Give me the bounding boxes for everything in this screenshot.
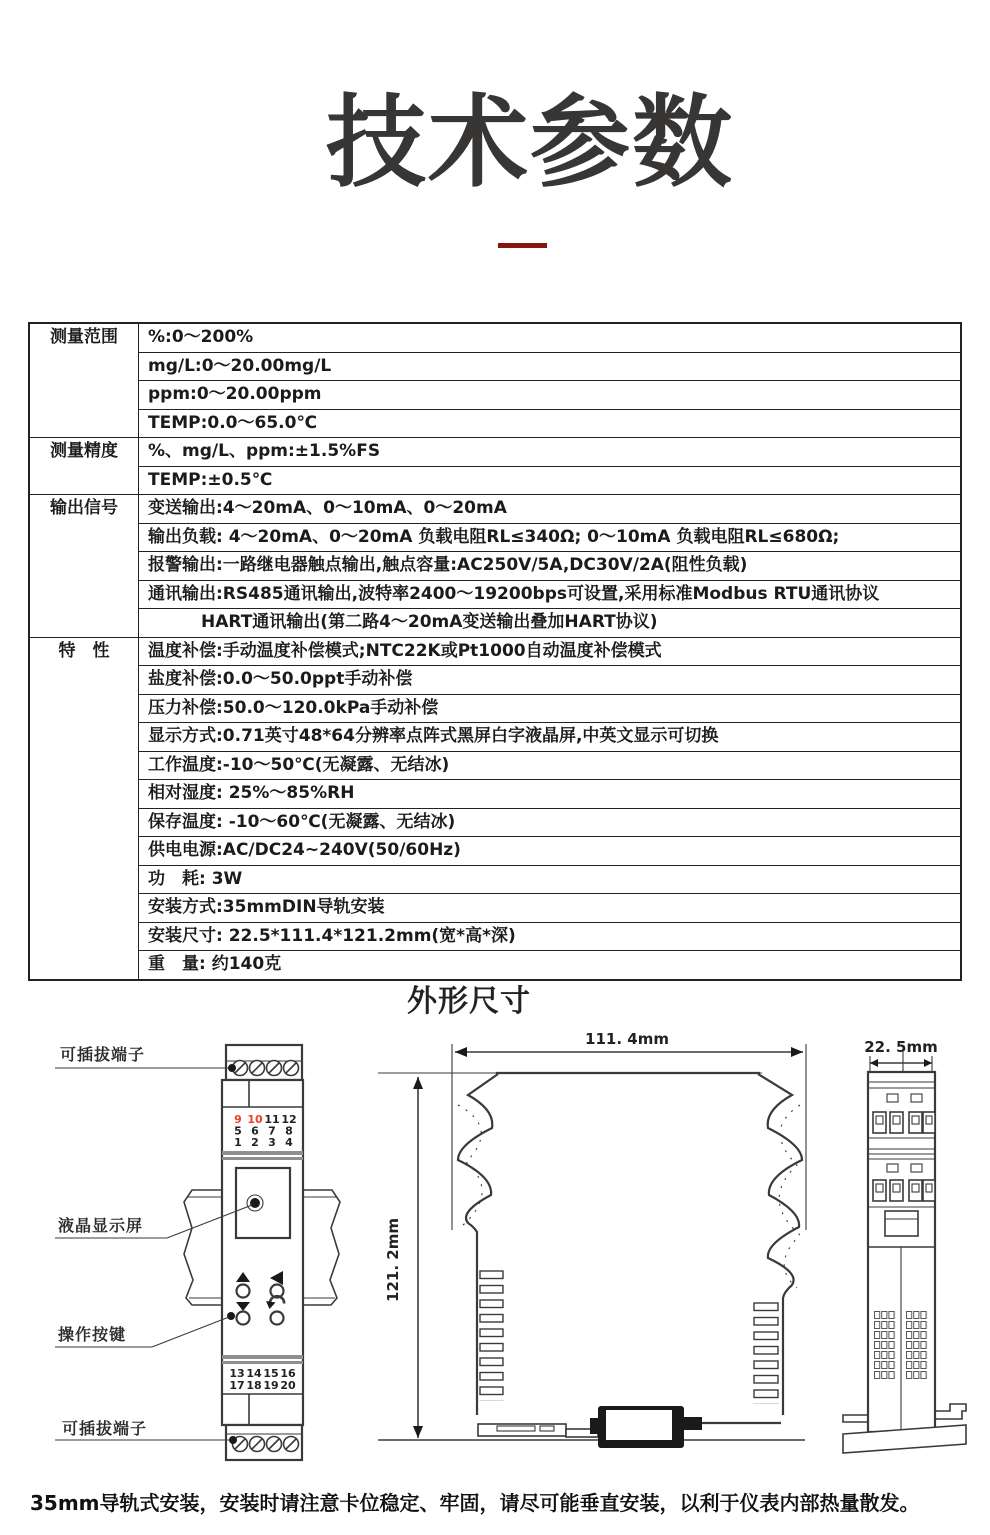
top-terminal-block [226,1045,302,1080]
dim-height-label: 121. 2mm [384,1218,402,1302]
table-row [29,723,961,752]
group-label-features: 特 性 [29,637,139,980]
spec-cell: 通讯输出:RS485通讯输出,波特率2400～19200bps可设置,采用标准Modbus RTU通讯协议 [139,580,962,609]
label-bottom-terminal: 可插拔端子 [62,1419,148,1438]
terminal-number: 1 [234,1136,242,1149]
spec-cell: TEMP:±0.5℃ [139,466,962,495]
dimensions-section-title: 外形尺寸 [407,984,531,1019]
table-row [29,780,961,809]
terminal-number: 18 [246,1379,262,1392]
terminal-numbers-bottom [229,1367,296,1392]
terminal-number: 16 [280,1367,296,1380]
spec-cell: 显示方式:0.71英寸48*64分辨率点阵式黑屏白字液晶屏,中英文显示可切换 [139,723,962,752]
table-row [29,808,961,837]
lcd-screen [236,1168,290,1238]
table-row [29,837,961,866]
mounting-foot [478,1424,598,1437]
terminal-number: 9 [234,1113,242,1126]
spec-cell: mg/L:0～20.00mg/L [139,352,962,381]
table-row [29,409,961,438]
terminal-number: 7 [268,1124,276,1138]
terminal-number: 8 [285,1124,293,1138]
spec-cell: 重 量: 约140克 [139,951,962,980]
table-row [29,666,961,695]
dim-depth-label: 22. 5mm [864,1038,938,1056]
terminal-number: 10 [247,1113,263,1126]
terminal-number: 15 [263,1367,279,1380]
table-row [29,323,961,352]
terminal-number: 4 [285,1136,293,1149]
table-row [29,922,961,951]
spec-cell: TEMP:0.0～65.0℃ [139,409,962,438]
spec-cell: 变送输出:4～20mA、0～10mA、0～20mA [139,495,962,524]
terminal-number: 3 [268,1136,276,1149]
table-row [29,637,961,666]
table-row [29,352,961,381]
spec-cell: 功 耗: 3W [139,865,962,894]
table-row [29,381,961,410]
spec-cell: %:0～200% [139,323,962,352]
spec-cell: 输出负载: 4～20mA、0～20mA 负载电阻RL≤340Ω; 0～10mA 负载电阻RL≤680Ω; [139,523,962,552]
terminal-number: 12 [281,1113,297,1126]
table-row [29,466,961,495]
group-label-measure-range: 测量范围 [29,323,139,438]
spec-cell: 盐度补偿:0.0～50.0ppt手动补偿 [139,666,962,695]
table-row [29,694,961,723]
label-lcd: 液晶显示屏 [58,1216,144,1235]
spec-cell-hart: HART通讯输出(第二路4～20mA变送输出叠加HART协议) [139,609,962,638]
spec-cell: 报警输出:一路继电器触点输出,触点容量:AC250V/5A,DC30V/2A(阻性负载) [139,552,962,581]
vent-grid-right [906,1311,928,1381]
spec-cell: 供电电源:AC/DC24~240V(50/60Hz) [139,837,962,866]
side-view-drawing [378,1030,806,1448]
module-side-profile [458,1073,802,1423]
front-view-drawing [55,1045,340,1460]
table-row [29,580,961,609]
spec-cell: ppm:0～20.00ppm [139,381,962,410]
leader-dot-top [228,1064,236,1072]
table-row [29,751,961,780]
table-row [29,865,961,894]
page-title: 技术参数 [326,84,734,201]
bottom-terminal-block [226,1425,302,1460]
spec-cell: 温度补偿:手动温度补偿模式;NTC22K或Pt1000自动温度补偿模式 [139,637,962,666]
label-top-terminal: 可插拔端子 [60,1045,146,1064]
din-clip [590,1406,702,1448]
table-row [29,523,961,552]
spec-cell: 安装尺寸: 22.5*111.4*121.2mm(宽*高*深) [139,922,962,951]
terminal-number: 19 [263,1379,279,1392]
title-divider [498,243,547,248]
terminal-number: 11 [264,1113,280,1126]
spec-cell: 工作温度:-10～50℃(无凝露、无结冰) [139,751,962,780]
clip-handle [885,1211,918,1236]
spec-cell: 保存温度: -10～60℃(无凝露、无结冰) [139,808,962,837]
leader-dot-buttons [227,1312,235,1320]
leader-dot-bottom [229,1436,237,1444]
table-row [29,438,961,467]
dimension-drawings [0,1030,990,1480]
terminal-number: 14 [246,1367,262,1380]
footer-note: 35mm导轨式安装，安装时请注意卡位稳定、牢固，请尽可能垂直安装，以利于仪表内部热量散发。 [30,1491,920,1515]
spec-cell: 安装方式:35mmDIN导轨安装 [139,894,962,923]
module-top-outline [868,1072,935,1432]
spec-cell: 压力补偿:50.0～120.0kPa手动补偿 [139,694,962,723]
terminal-number: 13 [229,1367,245,1380]
vent-slots-right [753,1302,781,1404]
table-row [29,552,961,581]
spec-table [28,322,962,981]
table-row [29,609,961,638]
terminal-number: 17 [229,1379,245,1392]
terminal-number: 2 [251,1136,259,1149]
dim-width-label: 111. 4mm [585,1030,669,1048]
table-row [29,495,961,524]
spec-cell: %、mg/L、ppm:±1.5%FS [139,438,962,467]
spec-cell: 相对湿度: 25%～85%RH [139,780,962,809]
terminal-number: 6 [251,1124,259,1138]
table-row [29,894,961,923]
terminal-number: 5 [234,1124,242,1138]
label-buttons: 操作按键 [58,1325,127,1344]
vent-grid-left [874,1311,896,1381]
group-label-accuracy: 测量精度 [29,438,139,495]
terminal-number: 20 [280,1379,296,1392]
top-view-drawing [843,1038,966,1453]
group-label-output-signal: 输出信号 [29,495,139,638]
vent-slots-left [479,1270,505,1401]
